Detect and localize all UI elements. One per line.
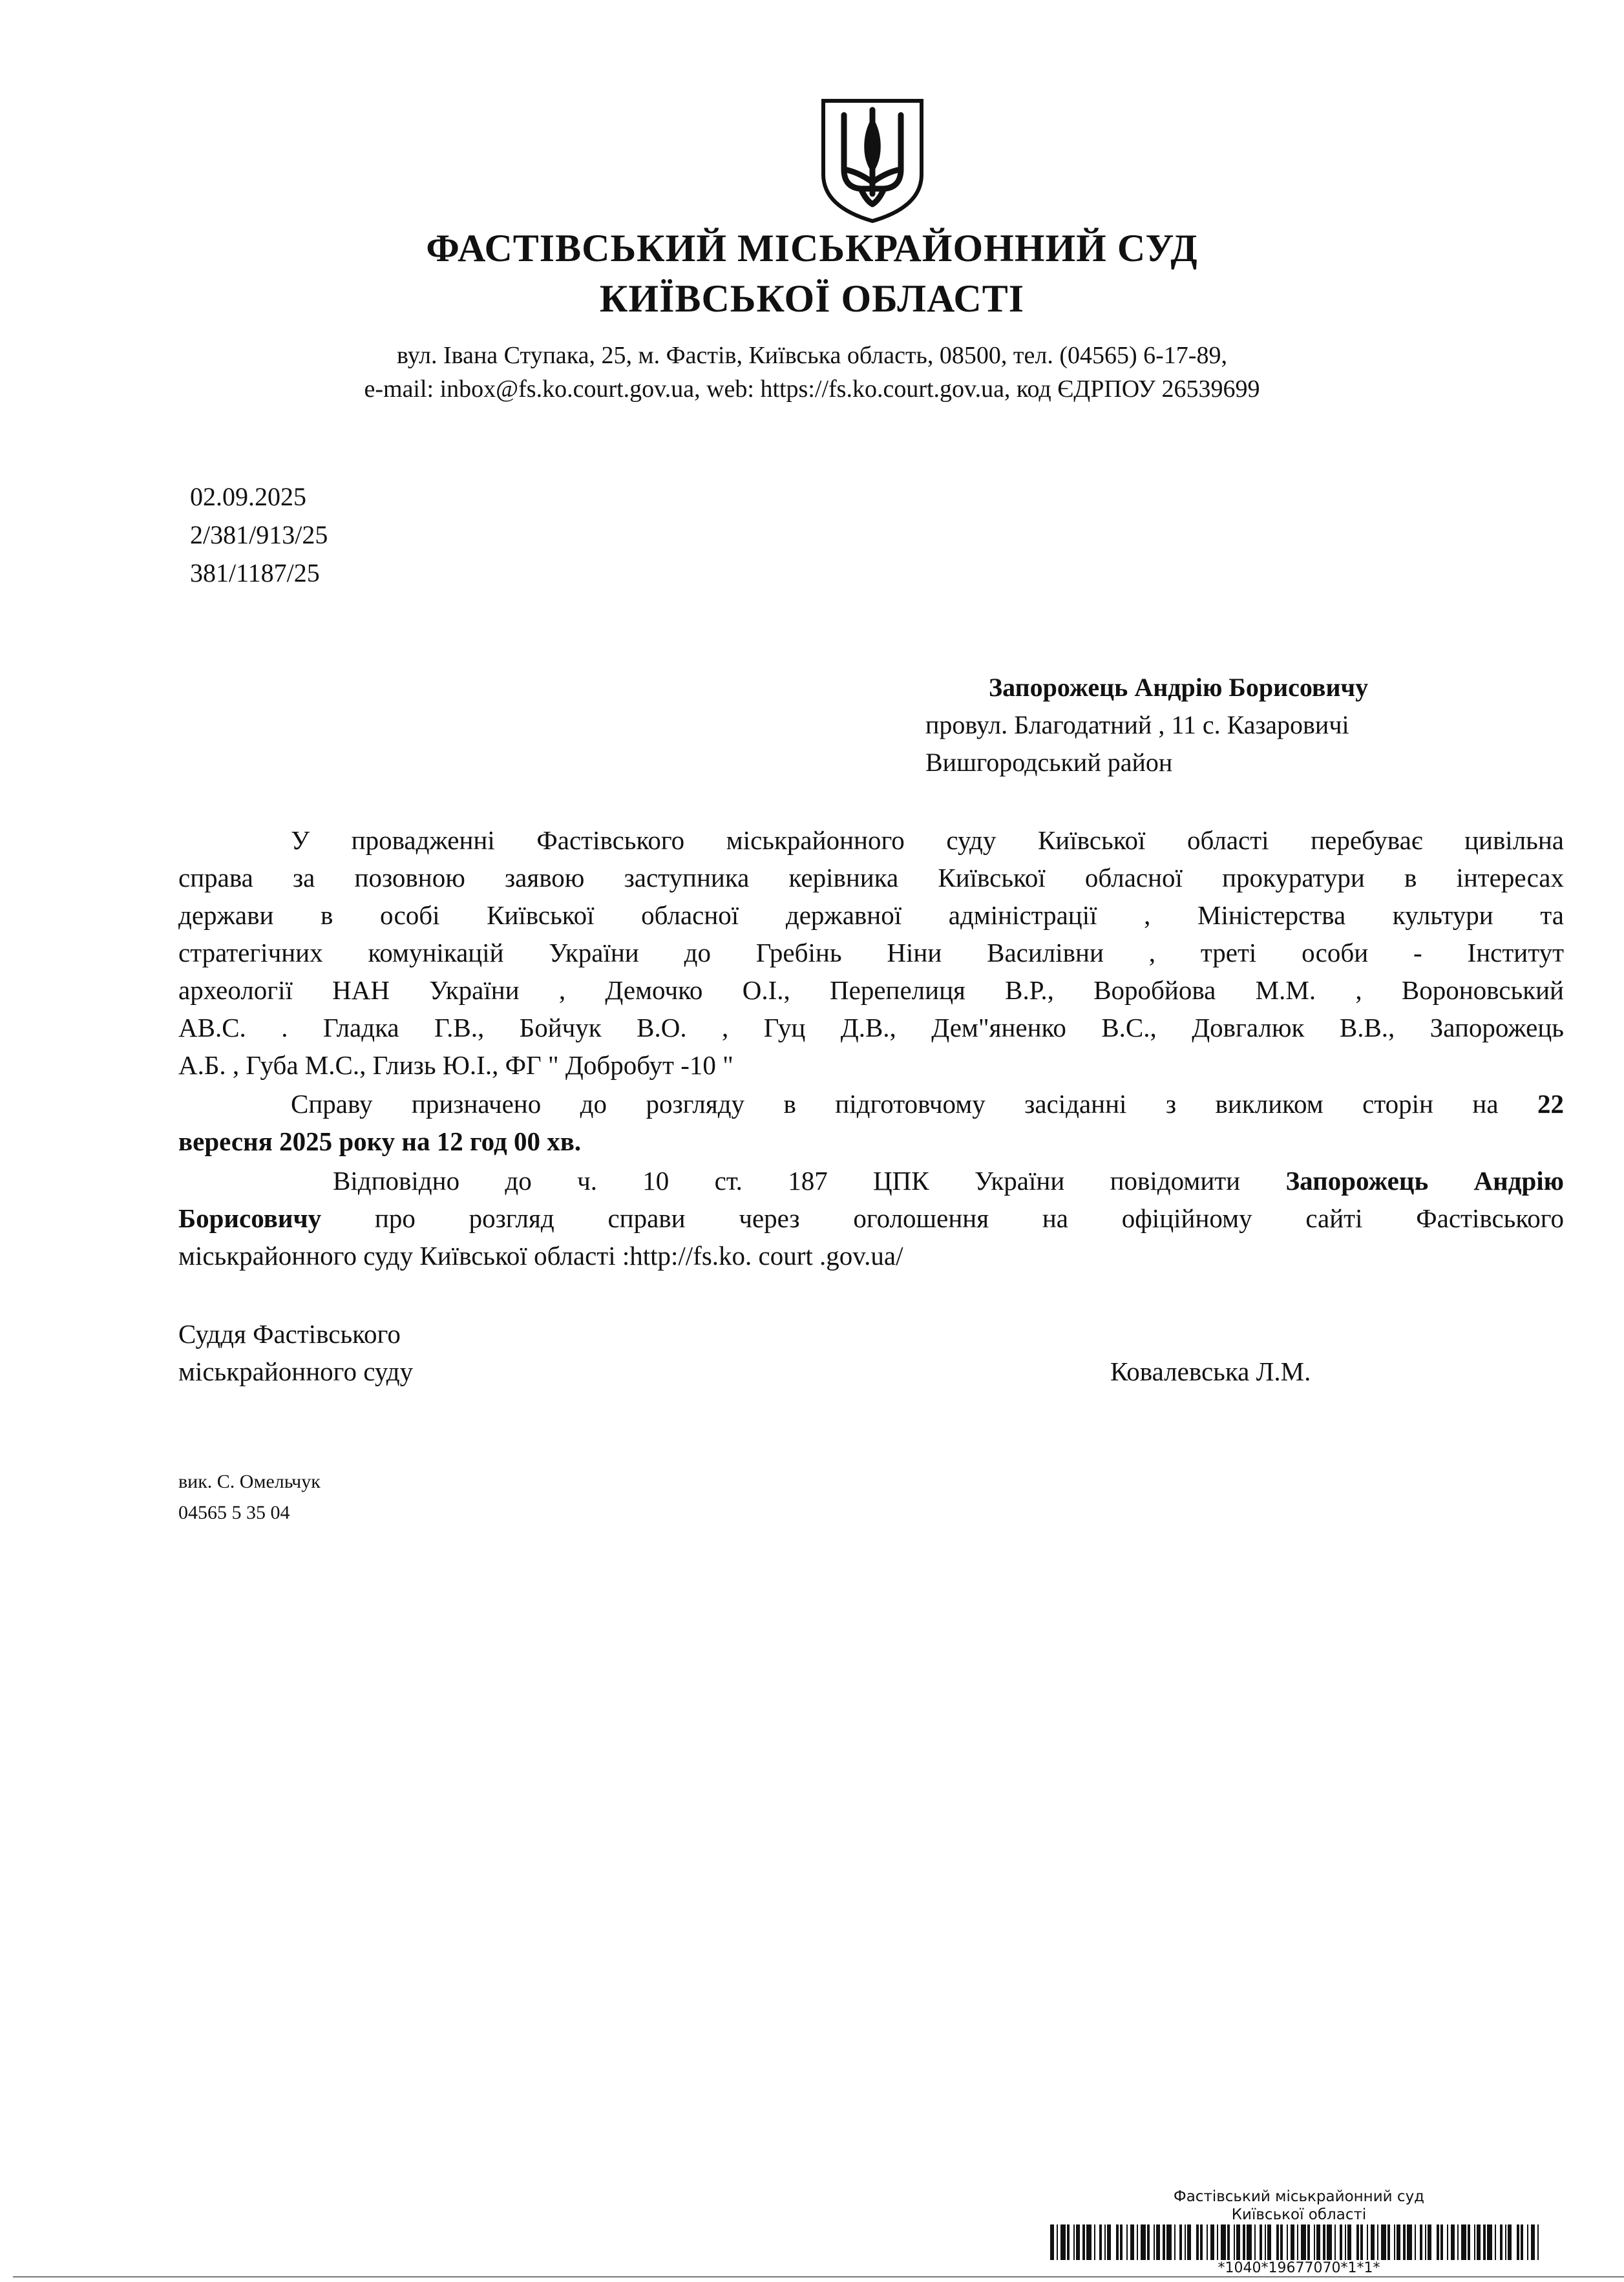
barcode-bar xyxy=(1440,2224,1443,2260)
barcode-bar xyxy=(1347,2224,1351,2260)
barcode-bar xyxy=(1107,2224,1111,2260)
barcode-bar xyxy=(1323,2224,1325,2260)
body-paragraph-1-line: держави в особі Київської обласної державної адміністрації , Міністерства культури та xyxy=(178,900,1564,930)
barcode-bar xyxy=(1307,2224,1310,2260)
hearing-day: 22 xyxy=(1537,1089,1564,1119)
barcode-bar xyxy=(1147,2224,1150,2260)
body-paragraph-1-line: справа за позовною заявою заступника керівника Київської обласної прокуратури в інтересах xyxy=(178,863,1564,893)
judge-title-line2: міськрайонного суду xyxy=(178,1357,414,1386)
body-paragraph-1-line: стратегічних комунікацій України до Гребінь Ніни Василівни , треті особи - Інститут xyxy=(178,938,1564,967)
barcode-bar xyxy=(1207,2224,1208,2260)
barcode xyxy=(1050,2224,1541,2260)
barcode-bar xyxy=(1227,2224,1230,2260)
barcode-bar xyxy=(1468,2224,1470,2260)
barcode-bar xyxy=(1247,2224,1252,2260)
barcode-bar xyxy=(1316,2224,1320,2260)
barcode-bar xyxy=(1196,2224,1199,2260)
barcode-bar xyxy=(1314,2224,1315,2260)
notification-line xyxy=(333,1165,1564,1196)
barcode-bar xyxy=(1116,2224,1119,2260)
recipient-name: Запорожець Андрію Борисовичу xyxy=(989,673,1369,702)
barcode-bar xyxy=(1050,2224,1054,2260)
barcode-bar xyxy=(1086,2224,1091,2260)
barcode-bar xyxy=(1267,2224,1271,2260)
hearing-text: Справу призначено до розгляду в підготовчому засіданні з викликом сторін на xyxy=(291,1089,1499,1119)
stamp-region: Київської області xyxy=(1231,2206,1367,2223)
barcode-bar xyxy=(1356,2224,1359,2260)
barcode-bar xyxy=(1451,2224,1455,2260)
barcode-bar xyxy=(1163,2224,1165,2260)
barcode-bar xyxy=(1437,2224,1439,2260)
barcode-bar xyxy=(1073,2224,1075,2260)
recipient-address-line1: провул. Благодатний , 11 с. Казаровичі xyxy=(925,710,1349,739)
barcode-bar xyxy=(1500,2224,1503,2260)
barcode-bar xyxy=(1487,2224,1492,2260)
barcode-bar xyxy=(1367,2224,1368,2260)
barcode-bar xyxy=(1126,2224,1128,2260)
barcode-bar xyxy=(1156,2224,1160,2260)
barcode-bar xyxy=(1531,2224,1535,2260)
notification-recipient-patronymic: Борисовичу xyxy=(178,1203,322,1233)
scan-edge-line xyxy=(13,2276,1624,2277)
barcode-bar xyxy=(1104,2224,1106,2260)
barcode-bar xyxy=(1517,2224,1519,2260)
barcode-bar xyxy=(1200,2224,1203,2260)
barcode-bar xyxy=(1120,2224,1123,2260)
barcode-bar xyxy=(1179,2224,1182,2260)
barcode-bar xyxy=(1415,2224,1416,2260)
body-paragraph-1-line: У провадженні Фастівського міськрайонного суду Київської області перебуває цивільна xyxy=(291,825,1564,855)
barcode-bar xyxy=(1254,2224,1256,2260)
barcode-number: *1040*19677070*1*1* xyxy=(1218,2260,1380,2276)
barcode-bar xyxy=(1234,2224,1235,2260)
court-address: вул. Івана Ступака, 25, м. Фастів, Київська область, 08500, тел. (04565) 6-17-89, xyxy=(397,342,1227,369)
barcode-bar xyxy=(1340,2224,1342,2260)
executor-phone: 04565 5 35 04 xyxy=(178,1502,290,1523)
barcode-bar xyxy=(1327,2224,1332,2260)
barcode-bar xyxy=(1508,2224,1512,2260)
barcode-bar xyxy=(1425,2224,1426,2260)
barcode-bar xyxy=(1137,2224,1138,2260)
barcode-bar xyxy=(1483,2224,1486,2260)
barcode-bar xyxy=(1154,2224,1155,2260)
barcode-bar xyxy=(1394,2224,1395,2260)
barcode-bar xyxy=(1187,2224,1191,2260)
barcode-bar xyxy=(1420,2224,1422,2260)
notification-text: Відповідно до ч. 10 ст. 187 ЦПК України повідомити xyxy=(333,1166,1241,1196)
barcode-bar xyxy=(1505,2224,1506,2260)
barcode-bar xyxy=(1221,2224,1226,2260)
barcode-bar xyxy=(1141,2224,1146,2260)
barcode-bar xyxy=(1527,2224,1528,2260)
barcode-bar xyxy=(1371,2224,1375,2260)
barcode-bar xyxy=(1301,2224,1306,2260)
barcode-bar xyxy=(1287,2224,1288,2260)
barcode-bar xyxy=(1403,2224,1406,2260)
barcode-bar xyxy=(1060,2224,1066,2260)
barcode-bar xyxy=(1397,2224,1400,2260)
barcode-bar xyxy=(1477,2224,1481,2260)
barcode-bar xyxy=(1236,2224,1240,2260)
barcode-bar xyxy=(1428,2224,1431,2260)
registration-number: 381/1187/25 xyxy=(190,558,320,587)
barcode-bar xyxy=(1130,2224,1134,2260)
barcode-bar xyxy=(1521,2224,1523,2260)
barcode-bar xyxy=(1217,2224,1218,2260)
barcode-bar xyxy=(1537,2224,1539,2260)
barcode-bar xyxy=(1076,2224,1080,2260)
barcode-bar xyxy=(1094,2224,1095,2260)
barcode-bar xyxy=(1174,2224,1176,2260)
barcode-bar xyxy=(1291,2224,1294,2260)
notification-text: про розгляд справи через оголошення на офіційному сайті Фастівського xyxy=(374,1203,1564,1233)
recipient-address-line2: Вишгородський район xyxy=(925,748,1173,777)
barcode-bar xyxy=(1345,2224,1346,2260)
barcode-bar xyxy=(1280,2224,1283,2260)
barcode-bar xyxy=(1260,2224,1262,2260)
barcode-bar xyxy=(1474,2224,1475,2260)
letter-date: 02.09.2025 xyxy=(190,482,306,511)
barcode-bar xyxy=(1067,2224,1070,2260)
barcode-bar xyxy=(1185,2224,1186,2260)
barcode-bar xyxy=(1297,2224,1298,2260)
case-number: 2/381/913/25 xyxy=(190,520,328,549)
barcode-bar xyxy=(1377,2224,1378,2260)
barcode-bar xyxy=(1461,2224,1466,2260)
court-name-line2: КИЇВСЬКОЇ ОБЛАСТІ xyxy=(599,277,1025,320)
judge-name: Ковалевська Л.М. xyxy=(1110,1357,1311,1386)
barcode-bar xyxy=(1265,2224,1266,2260)
notification-recipient: Запорожець Андрію xyxy=(1285,1166,1564,1196)
barcode-bar xyxy=(1210,2224,1214,2260)
notification-line: міськрайонного суду Київської області :http://fs.ko. court .gov.ua/ xyxy=(178,1241,903,1271)
barcode-bar xyxy=(1166,2224,1172,2260)
body-paragraph-1-line: археології НАН України , Демочко О.І., Перепелиця В.Р., Воробйова М.М. , Вороновський xyxy=(178,975,1564,1005)
body-paragraph-1-line: А.Б. , Губа М.С., Глизь Ю.І., ФГ " Добробут -10 " xyxy=(178,1050,733,1080)
barcode-bar xyxy=(1276,2224,1279,2260)
barcode-bar xyxy=(1243,2224,1245,2260)
barcode-bar xyxy=(1334,2224,1336,2260)
barcode-bar xyxy=(1381,2224,1386,2260)
notification-line xyxy=(178,1203,1564,1234)
executor-name: вик. С. Омельчук xyxy=(178,1471,321,1492)
barcode-bar xyxy=(1387,2224,1390,2260)
hearing-date-time: вересня 2025 року на 12 год 00 хв. xyxy=(178,1126,582,1156)
judge-title-line1: Суддя Фастівського xyxy=(178,1319,401,1349)
barcode-bar xyxy=(1082,2224,1085,2260)
body-paragraph-1-line: АВ.С. . Гладка Г.В., Бойчук В.О. , Гуц Д.В., Дем"яненко В.С., Довгалюк В.В., Запорожець xyxy=(178,1013,1564,1042)
barcode-bar xyxy=(1495,2224,1496,2260)
barcode-bar xyxy=(1457,2224,1459,2260)
barcode-bar xyxy=(1099,2224,1102,2260)
barcode-bar xyxy=(1407,2224,1412,2260)
trident-emblem-icon xyxy=(819,97,925,224)
barcode-bar xyxy=(1447,2224,1448,2260)
hearing-schedule-line xyxy=(291,1088,1564,1119)
court-contacts: e-mail: inbox@fs.ko.court.gov.ua, web: https://fs.ko.court.gov.ua, код ЄДРПОУ 26539699 xyxy=(364,375,1260,403)
barcode-bar xyxy=(1360,2224,1363,2260)
barcode-bar xyxy=(1057,2224,1058,2260)
court-name-line1: ФАСТІВСЬКИЙ МІСЬКРАЙОННИЙ СУД xyxy=(426,227,1198,269)
stamp-court-name: Фастівський міськрайонний суд xyxy=(1173,2188,1425,2205)
